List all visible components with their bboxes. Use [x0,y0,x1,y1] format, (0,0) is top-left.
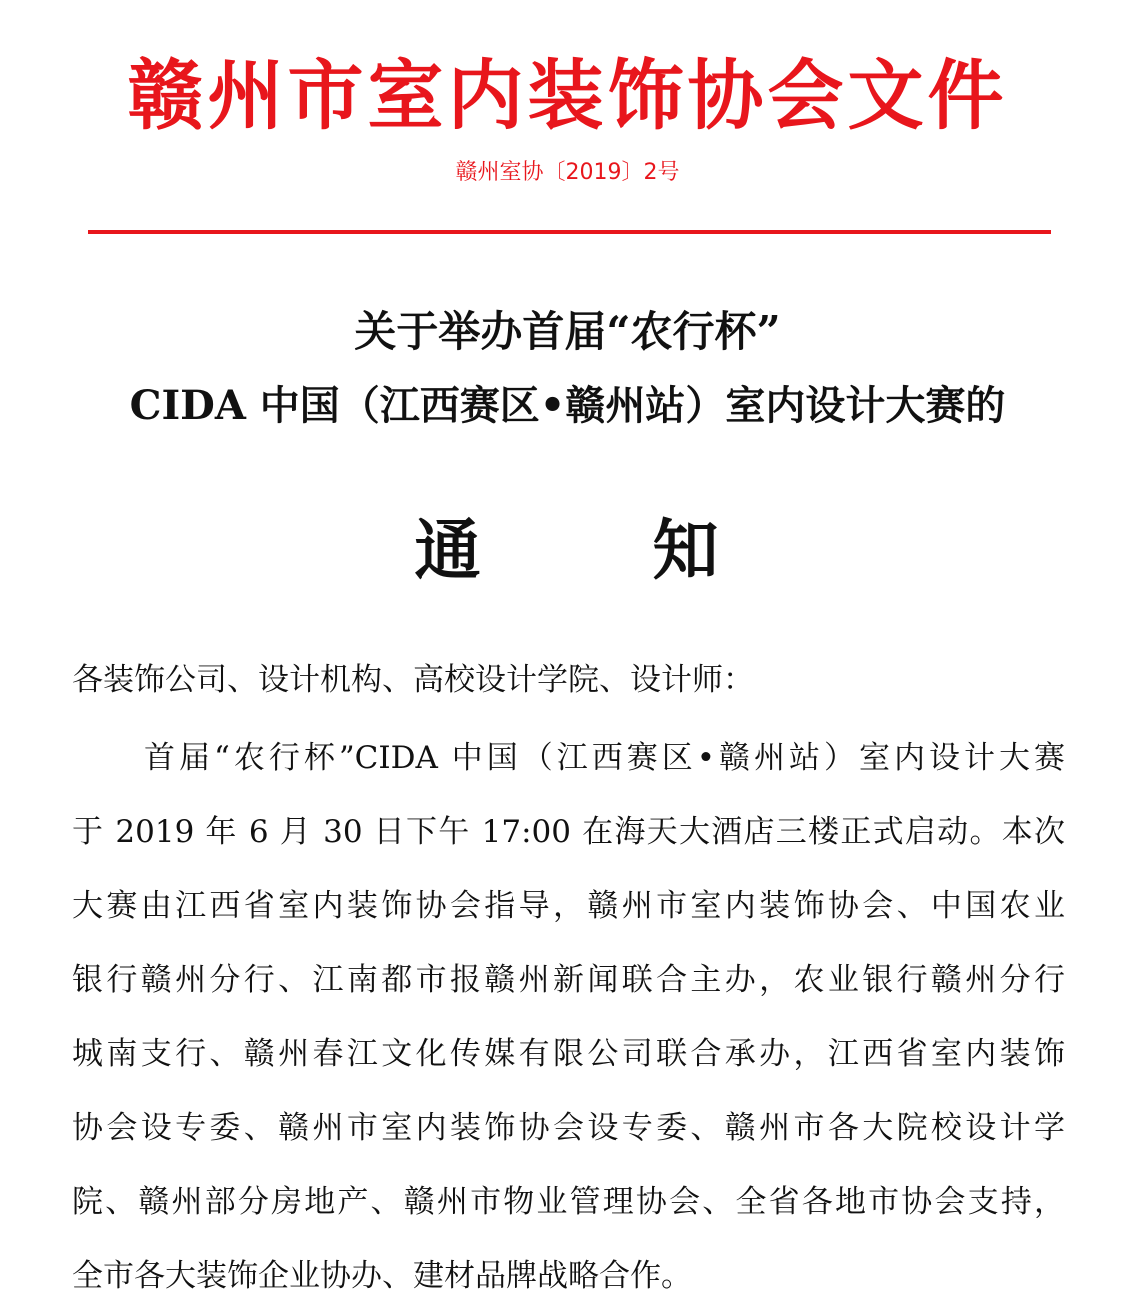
body-line: 协会设专委、赣州市室内装饰协会设专委、赣州市各大院校设计学 [72,1110,1065,1146]
body-line: 院、赣州部分房地产、赣州市物业管理协会、全省各地市协会支持， [72,1184,1065,1220]
body-line: 于 2019 年 6 月 30 日下午 17:00 在海天大酒店三楼正式启动。本次 [72,814,1065,850]
salutation: 各装饰公司、设计机构、高校设计学院、设计师： [72,662,754,698]
headline-notice-char-2: 知 [652,511,721,589]
headline-notice [0,508,1135,592]
body-line: 大赛由江西省室内装饰协会指导，赣州市室内装饰协会、中国农业 [72,888,1065,924]
headline-line-2: CIDA 中国（江西赛区•赣州站）室内设计大赛的 [129,382,1006,429]
red-divider [88,230,1051,234]
org-title: 赣州市室内装饰协会文件 [127,51,1008,140]
body-line: 银行赣州分行、江南都市报赣州新闻联合主办，农业银行赣州分行 [72,962,1065,998]
body-line: 城南支行、赣州春江文化传媒有限公司联合承办，江西省室内装饰 [72,1036,1065,1072]
headline-notice-char-1: 通 [414,511,483,589]
body-line: 全市各大装饰企业协办、建材品牌战略合作。 [72,1258,692,1294]
body-line: 首届“农行杯”CIDA 中国（江西赛区•赣州站）室内设计大赛 [144,740,1065,776]
doc-number: 赣州室协〔2019〕2号 [455,160,680,185]
headline-line-1: 关于举办首届“农行杯” [354,307,781,356]
